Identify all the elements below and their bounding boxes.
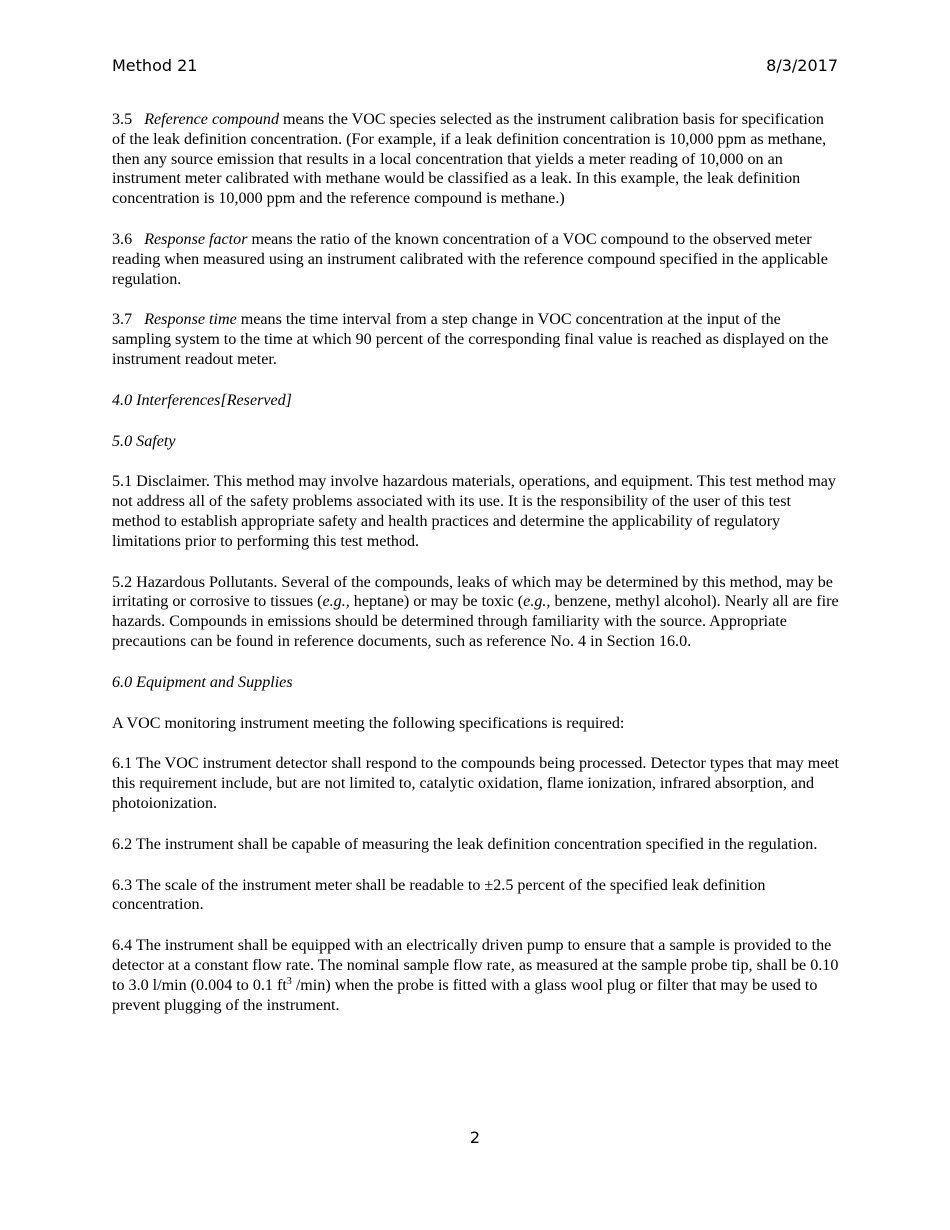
paragraph-6-4 [112,936,840,1015]
paragraph-3-5 [112,110,840,209]
paragraph-5-2 [112,573,840,652]
text-run: 6.4 The instrument shall be equipped with an electrically driven pump to ensure that a sample is provided to the detector at a constant flow rate. The nominal sample flow rate, as measured at the sample probe tip, shall be 0.10 to 3.0 l/min (0.004 to 0.1 ft [112,937,839,994]
page-number: 2 [469,1128,481,1147]
paragraph-5-1: 5.1 Disclaimer. This method may involve hazardous materials, operations, and equipment. This test method may not address all of the safety problems associated with its use. It is the responsibility of the user of this test method to establish appropriate safety and health practices and determine the applicability of regulatory limitations prior to performing this test method. [112,473,836,550]
definition-text: means the ratio of the known concentration of a VOC compound to the observed meter reading when measured using an instrument calibrated with the reference compound specified in the applicable regulation. [112,230,828,288]
paragraph-6-2: 6.2 The instrument shall be capable of measuring the leak definition concentration specified in the regulation. [112,835,818,853]
paragraph-3-6 [112,230,840,289]
section-number: 3.5 [112,111,133,128]
paragraph-6-1: 6.1 The VOC instrument detector shall respond to the compounds being processed. Detector types that may meet this requirement include, but are not limited to, catalytic oxidation, flame ionization, infrared absorption, and photoionization. [112,755,840,812]
definition-text: means the time interval from a step change in VOC concentration at the input of the sampling system to the time at which 90 percent of the corresponding final value is reached as displayed on the instrument readout meter. [112,311,829,368]
section-number: 3.6 [112,230,133,248]
defined-term: Reference compound [144,111,280,128]
section-number: 3.7 [112,311,133,329]
text-run: 5.2 Hazardous Pollutants. Several of the compounds, leaks of which may be determined by this method, may be irritating or corrosive to tissues ( [112,573,833,611]
heading-text: 4.0 Interferences[Reserved] [112,391,292,409]
heading-text: 5.0 Safety [112,432,176,450]
paragraph-3-7 [112,310,840,369]
defined-term: Response factor [144,230,248,248]
text-run: /min) when the probe is fitted with a glass wool plug or filter that may be used to prevent plugging of the instrument. [112,976,818,1014]
superscript: 3 [286,975,292,987]
header-title: Method 21 [112,56,198,75]
defined-term: Response time [144,311,237,329]
paragraph-6-3: 6.3 The scale of the instrument meter shall be readable to ±2.5 percent of the specified leak definition concentration. [112,876,766,914]
page-header [112,56,838,80]
section-heading-4 [112,391,840,411]
section-heading-6 [112,673,840,693]
document-body [112,110,840,1036]
text-run-italic: e.g., [322,593,350,611]
definition-text: means the VOC species selected as the instrument calibration basis for specification of the leak definition concentration. (For example, if a leak definition concentration is 10,000 ppm as methane, then any source emission that results in a local concentration that yields a meter reading of 10,000 on an instrument meter calibrated with methane would be classified as a leak. In this example, the leak definition concentration is 10,000 ppm and the reference compound is methane.) [112,111,827,208]
paragraph-6-intro: A VOC monitoring instrument meeting the following specifications is required: [112,714,625,732]
text-run: benzene, methyl alcohol). Nearly all are fire hazards. Compounds in emissions should be determined through familiarity with the source. Appropriate precautions can be found in reference documents, such as reference No. 4 in Section 16.0. [112,593,839,650]
header-date: 8/3/2017 [766,56,838,75]
page-footer [0,1128,950,1147]
section-heading-5 [112,432,840,452]
heading-text: 6.0 Equipment and Supplies [112,673,293,691]
text-run: heptane) or may be toxic ( [349,593,524,611]
text-run-italic: e.g., [523,593,551,611]
